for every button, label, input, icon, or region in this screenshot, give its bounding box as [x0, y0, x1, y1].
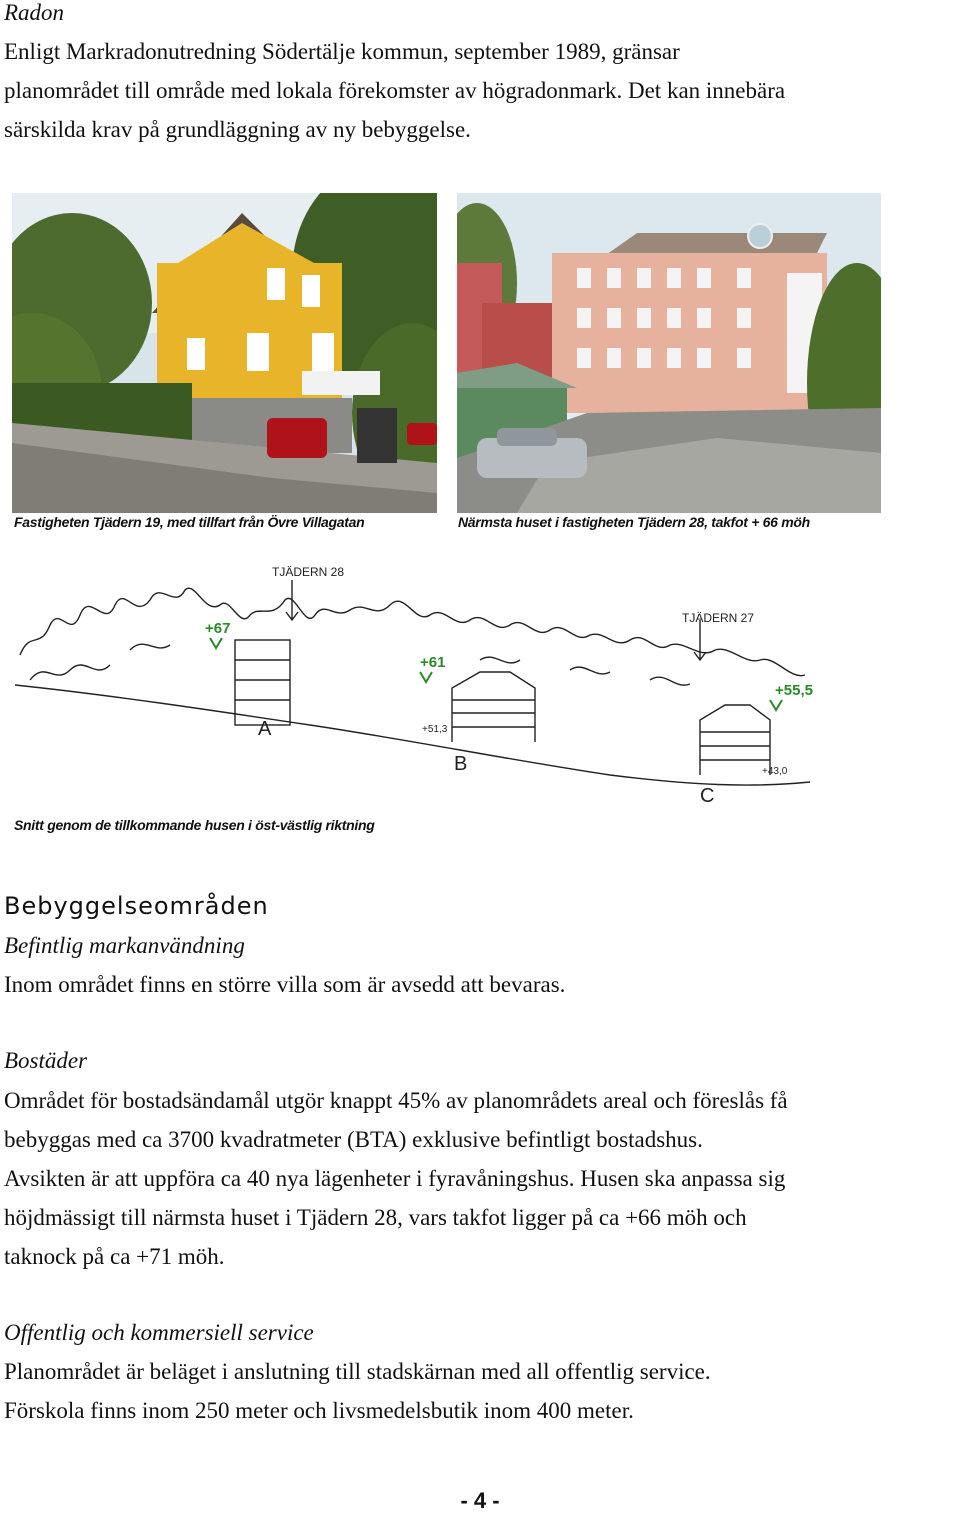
level-61: +61: [420, 654, 446, 671]
bostader-line-1: Området för bostadsändamål utgör knappt 45% av planområdets areal och föreslås få: [4, 1088, 788, 1113]
level-67: +67: [205, 620, 231, 637]
photo-yellow-villa: [12, 193, 437, 513]
bostader-line-5: taknock på ca +71 möh.: [4, 1244, 225, 1269]
service-heading: Offentlig och kommersiell service: [4, 1320, 314, 1345]
radon-heading: Radon: [4, 0, 65, 25]
radon-line-2: planområdet till område med lokala förekomster av högradonmark. Det kan innebära: [4, 78, 786, 103]
radon-line-3: särskilda krav på grundläggning av ny bebyggelse.: [4, 117, 471, 142]
section-caption: Snitt genom de tillkommande husen i öst-västlig riktning: [14, 817, 375, 833]
bebyggelse-heading: Bebyggelseområden: [4, 892, 269, 920]
building-b-label: B: [454, 753, 468, 775]
service-line-2: Förskola finns inom 250 meter och livsmedelsbutik inom 400 meter.: [4, 1398, 634, 1423]
yellow-villa-image: [12, 193, 437, 513]
radon-line-1: Enligt Markradonutredning Södertälje kommun, september 1989, gränsar: [4, 39, 680, 64]
bebyggelse-text: Inom området finns en större villa som är avsedd att bevaras.: [4, 972, 566, 997]
photo-left-caption: Fastigheten Tjädern 19, med tillfart från Övre Villagatan: [14, 514, 365, 530]
bostader-line-3: Avsikten är att uppföra ca 40 nya lägenheter i fyravåningshus. Husen ska anpassa sig: [4, 1166, 786, 1191]
photo-apartment-building: [457, 193, 881, 513]
label-tjadern28: TJÄDERN 28: [272, 565, 345, 579]
bebyggelse-subheading: Befintlig markanvändning: [4, 933, 245, 958]
label-tjadern27: TJÄDERN 27: [682, 611, 755, 625]
section-drawing: [10, 560, 830, 820]
label-ground-c: +43,0: [762, 766, 788, 777]
bostader-heading: Bostäder: [4, 1048, 88, 1073]
apartment-building-image: [457, 193, 881, 513]
page-number: - 4 -: [460, 1488, 500, 1513]
photo-right-caption: Närmsta huset i fastigheten Tjädern 28, takfot + 66 möh: [458, 514, 810, 530]
bostader-line-2: bebyggas med ca 3700 kvadratmeter (BTA) exklusive befintligt bostadshus.: [4, 1127, 703, 1152]
level-55: +55,5: [775, 682, 813, 699]
building-a-label: A: [258, 718, 272, 740]
label-ground-a: +51,3: [422, 724, 448, 735]
service-line-1: Planområdet är beläget i anslutning till stadskärnan med all offentlig service.: [4, 1359, 711, 1384]
section-sketch: [10, 560, 830, 820]
bostader-line-4: höjdmässigt till närmsta huset i Tjädern 28, vars takfot ligger på ca +66 möh och: [4, 1205, 747, 1230]
building-c-label: C: [700, 785, 715, 807]
